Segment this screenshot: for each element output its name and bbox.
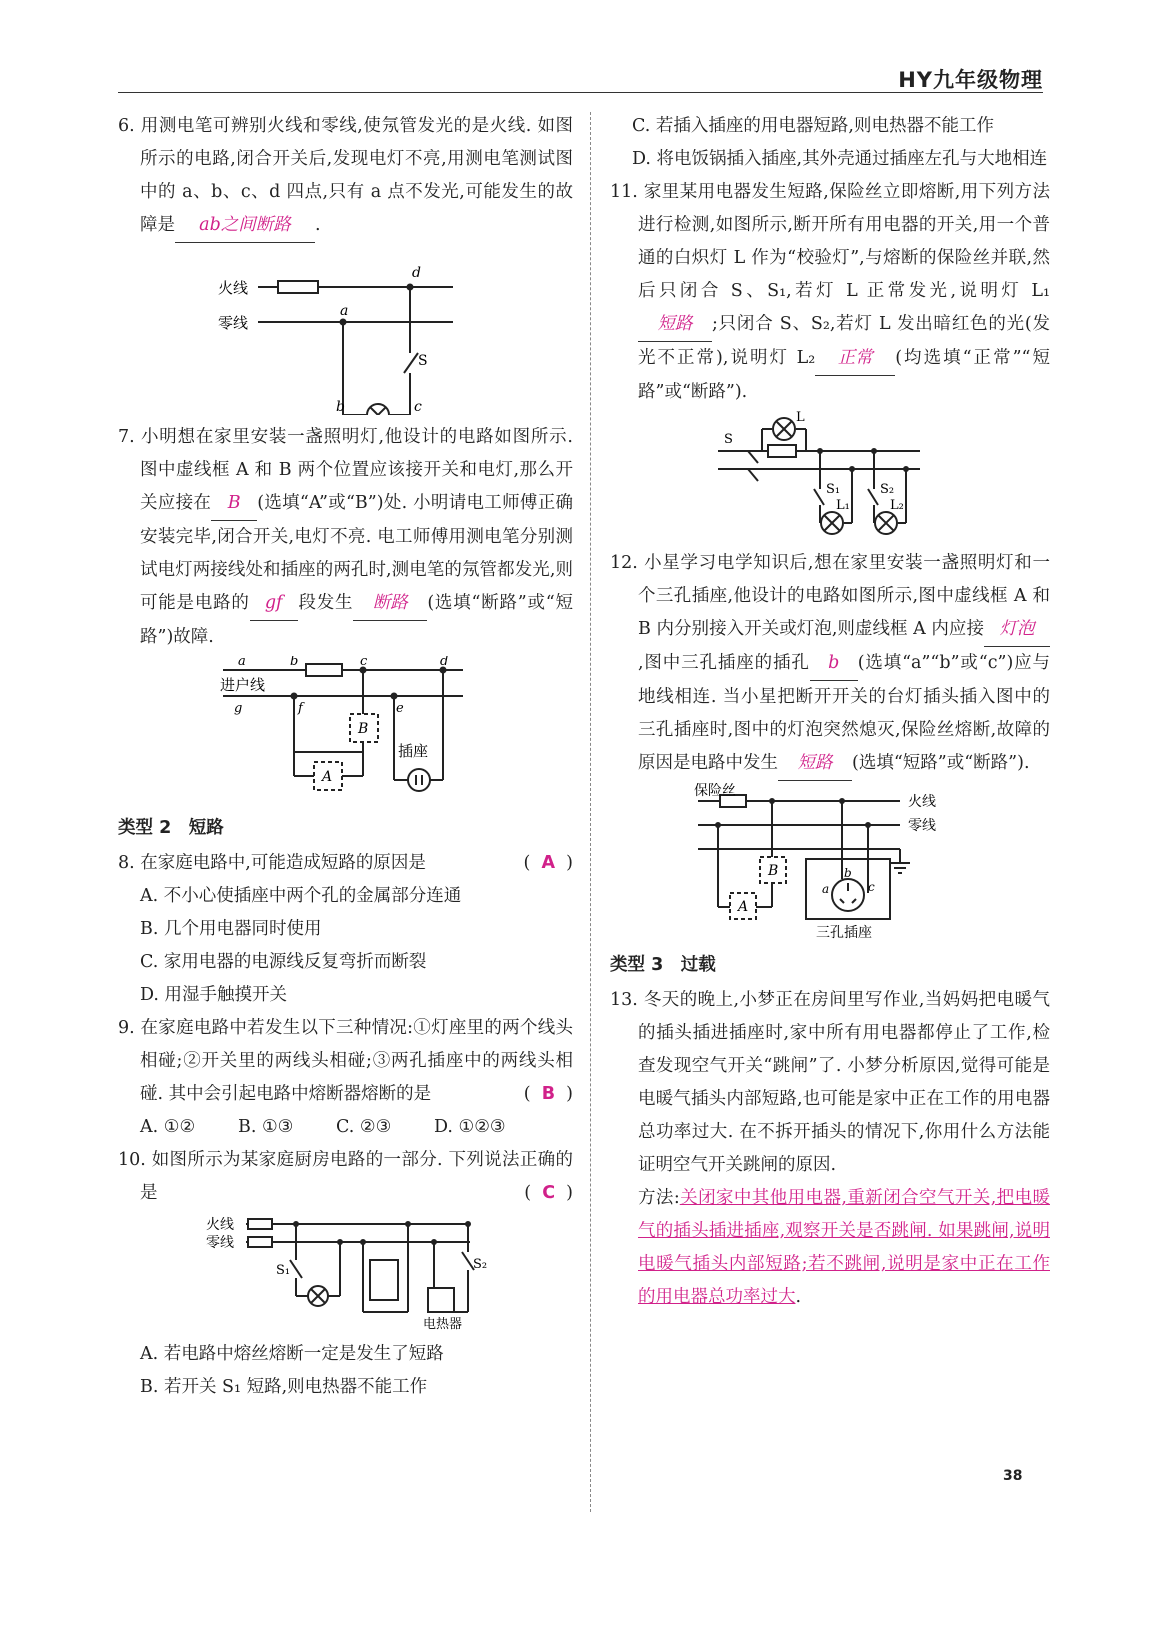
svg-text:a: a xyxy=(238,656,246,669)
q12-answer-3: 短路 xyxy=(778,747,852,781)
header-title: HY九年级物理 xyxy=(898,68,1043,92)
question-6: 6. 用测电笔可辨别火线和零线,使氖管发光的是火线. 如图所示的电路,闭合开关后,发现电灯不亮,用测电笔测试图中的 a、b、c、d 四点,只有 a 点不发光,可能发生的故障是 ab之间断路 . xyxy=(118,110,573,243)
column-divider xyxy=(590,112,591,1512)
section-type-2: 类型 2 短路 xyxy=(118,818,224,838)
svg-text:b: b xyxy=(844,866,852,880)
question-9: 9. 在家庭电路中若发生以下三种情况:①灯座里的两个线头相碰;②开关里的两线头相碰;③两孔插座中的两线头相碰. 其中会引起电路中熔断器熔断的是 ( B ) xyxy=(118,1018,573,1104)
question-7: 7. 小明想在家里安装一盏照明灯,他设计的电路如图所示. 图中虚线框 A 和 B 两个位置应该接开关和电灯,那么开关应接在 B (选填“A”或“B”)处. 小明请电工师傅正确安装完毕,闭合开关,电灯不亮. 电工师傅用测电笔分别测试电灯两接线处和插座的两孔时,测电笔的氖管都发光,则可能是电路的 gf 段发生 断路 (选填“断路”或“短路”)故障. xyxy=(118,427,574,647)
svg-text:e: e xyxy=(396,701,404,716)
q6-switch-label: S xyxy=(418,353,428,369)
svg-text:零线: 零线 xyxy=(908,818,936,834)
q8-option-c: C. 家用电器的电源线反复弯折而断裂 xyxy=(140,952,427,972)
q10-socket xyxy=(370,1260,398,1300)
q6-point-d: d xyxy=(412,265,421,281)
q10-option-d: D. 将电饭锅插入插座,其外壳通过插座左孔与大地相连 xyxy=(632,149,1048,169)
svg-text:b: b xyxy=(290,656,299,669)
svg-text:L₂: L₂ xyxy=(890,498,904,513)
svg-text:A: A xyxy=(738,899,749,915)
q6-answer: ab之间断路 xyxy=(175,209,315,243)
q7-answer-3: 断路 xyxy=(353,587,427,621)
q10-heater xyxy=(428,1288,454,1312)
page-header xyxy=(118,62,1043,93)
q6-point-c: c xyxy=(414,399,422,415)
q7-circuit-figure xyxy=(118,656,573,806)
q6-neutral-label: 零线 xyxy=(218,314,249,332)
q10-option-b: B. 若开关 S₁ 短路,则电热器不能工作 xyxy=(140,1377,428,1397)
q7-answer-2: gf xyxy=(250,587,298,621)
q8-option-a: A. 不小心使插座中两个孔的金属部分连通 xyxy=(140,886,462,906)
svg-text:S₂: S₂ xyxy=(880,482,895,497)
question-12: 12. 小星学习电学知识后,想在家里安装一盏照明灯和一个三孔插座,他设计的电路如图所示,图中虚线框 A 和 B 内分别接入开关或灯泡,则虚线框 A 内应接 灯泡,图中三孔插座的插孔 b (选填“a”“b”或“c”)应与地线相连. 当小星把断开开关的台灯插头插入图中的三孔插座时,图中的灯泡突然熄灭,保险丝熔断,故障的原因是电路中发生 短路 (选填“短路”或“断路”). xyxy=(610,547,1050,781)
svg-text:火线: 火线 xyxy=(908,794,936,810)
q12-answer-2: b xyxy=(810,647,858,681)
svg-text:L: L xyxy=(796,411,805,425)
svg-text:f: f xyxy=(298,701,303,716)
svg-text:L₁: L₁ xyxy=(836,498,850,513)
svg-text:d: d xyxy=(440,656,449,669)
svg-text:g: g xyxy=(234,701,243,716)
right-column xyxy=(610,110,1050,1314)
q6-point-a: a xyxy=(340,303,349,319)
q13-method-answer: 关闭家中其他用电器,重新闭合空气开关,把电暖气的插头插进插座,观察开关是否跳闸. 如果跳闸,说明电暖气插头内部短路;若不跳闸,说明是家中正在工作的用电器总功率过大 xyxy=(638,1188,1050,1307)
svg-text:S₁: S₁ xyxy=(826,482,841,497)
svg-text:A: A xyxy=(322,769,333,785)
svg-text:S₂: S₂ xyxy=(473,1257,488,1272)
svg-text:零线: 零线 xyxy=(206,1235,234,1251)
q11-circuit-figure xyxy=(610,411,1050,541)
q12-answer-1: 灯泡 xyxy=(984,613,1050,647)
svg-text:B: B xyxy=(768,863,779,879)
q11-answer-2: 正常 xyxy=(815,342,895,376)
question-10: 10. 如图所示为某家庭厨房电路的一部分. 下列说法正确的是 ( C ) xyxy=(118,1150,573,1203)
q7-socket-label: 插座 xyxy=(398,742,429,760)
svg-text:三孔插座: 三孔插座 xyxy=(816,925,872,941)
q10-answer: C xyxy=(542,1183,556,1203)
q6-live-label: 火线 xyxy=(218,279,249,297)
q6-lamp xyxy=(367,404,389,415)
q12-circuit-figure xyxy=(610,783,1050,943)
question-13: 13. 冬天的晚上,小梦正在房间里写作业,当妈妈把电暖气的插头插进插座时,家中所有用电器都停止了工作,检查发现空气开关“跳闸”了. 小梦分析原因,觉得可能是电暖气插头内部短路,也可能是家中正在工作的用电器总功率过大. 在不拆开插头的情况下,你用什么方法能证明空气开关跳闸的原因. xyxy=(610,990,1050,1175)
q13-method: 方法:关闭家中其他用电器,重新闭合空气开关,把电暖气的插头插进插座,观察开关是否跳闸. 如果跳闸,说明电暖气插头内部短路;若不跳闸,说明是家中正在工作的用电器总功率过大. xyxy=(638,1188,1050,1307)
q9-options: A. ①② B. ①③ C. ②③ D. ①②③ xyxy=(140,1117,506,1137)
svg-text:B: B xyxy=(358,721,369,737)
page-number: 38 xyxy=(1003,1468,1023,1484)
left-column xyxy=(118,110,573,1404)
q8-answer: A xyxy=(541,853,556,873)
svg-text:S: S xyxy=(724,432,733,447)
q6-circuit-figure xyxy=(118,245,573,415)
svg-text:保险丝: 保险丝 xyxy=(694,783,736,799)
q9-answer: B xyxy=(541,1084,556,1104)
q6-point-b: b xyxy=(336,399,345,415)
q7-socket xyxy=(408,769,430,791)
q10-option-a: A. 若电路中熔丝熔断一定是发生了短路 xyxy=(140,1344,444,1364)
svg-text:c: c xyxy=(360,656,368,669)
q7-answer-1: B xyxy=(211,487,257,521)
question-11: 11. 家里某用电器发生短路,保险丝立即熔断,用下列方法进行检测,如图所示,断开所有用电器的开关,用一个普通的白炽灯 L 作为“校验灯”,与熔断的保险丝并联,然后只闭合 S、S₁,若灯 L 正常发光,说明灯 L₁短路 ;只闭合 S、S₂,若灯 L 发出暗红色的光(发光不正常),说明灯 L₂ 正常 (均选填“正常”“短路”或“断路”). xyxy=(610,182,1050,402)
svg-text:火线: 火线 xyxy=(206,1217,234,1233)
q10-option-c: C. 若插入插座的用电器短路,则电热器不能工作 xyxy=(632,116,994,136)
q8-option-b: B. 几个用电器同时使用 xyxy=(140,919,322,939)
q8-option-d: D. 用湿手触摸开关 xyxy=(140,985,288,1005)
q7-entry-label: 进户线 xyxy=(220,676,266,694)
section-type-3: 类型 3 过载 xyxy=(610,955,716,975)
q11-answer-1: 短路 xyxy=(638,308,712,342)
q10-circuit-figure xyxy=(118,1212,573,1332)
q6-fuse xyxy=(278,281,318,293)
svg-text:c: c xyxy=(868,880,875,894)
q10-heater-label: 电热器 xyxy=(423,1317,463,1332)
svg-text:S₁: S₁ xyxy=(276,1263,291,1278)
question-8: 8. 在家庭电路中,可能造成短路的原因是 ( A ) xyxy=(118,853,573,873)
svg-text:a: a xyxy=(822,882,830,896)
